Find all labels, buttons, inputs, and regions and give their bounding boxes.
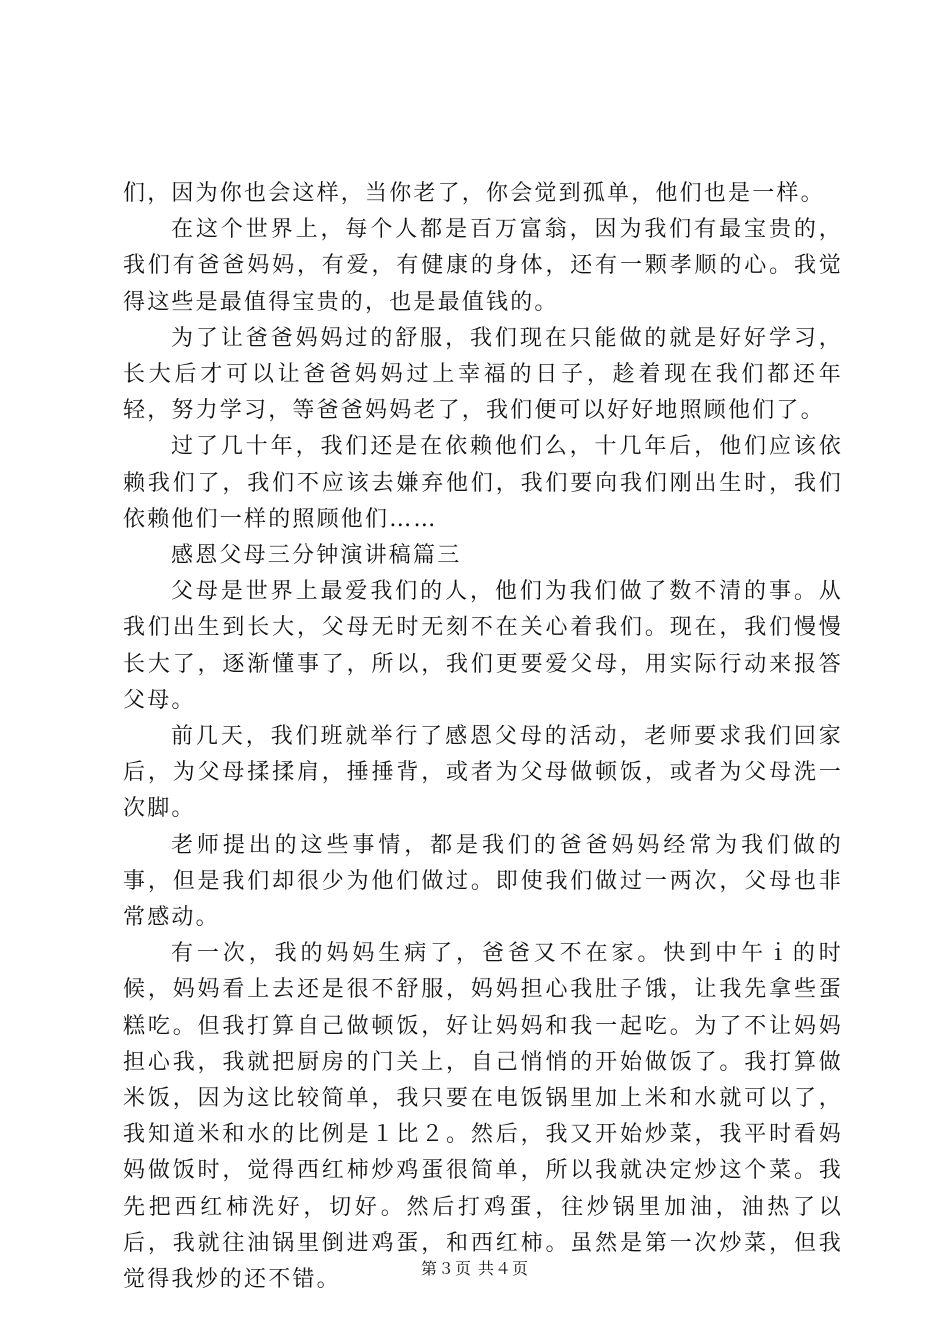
paragraph: 过了几十年，我们还是在依赖他们么，十几年后，他们应该依赖我们了，我们不应该去嫌弃他们，我们要向我们刚出生时，我们依赖他们一样的照顾他们…… (123, 434, 843, 532)
paragraph: 在这个世界上，每个人都是百万富翁，因为我们有最宝贵的，我们有爸爸妈妈，有爱，有健康的身体，还有一颗孝顺的心。我觉得这些是最值得宝贵的，也是最值钱的。 (123, 217, 843, 315)
document-body (123, 176, 843, 1298)
paragraph-continuation: 们，因为你也会这样，当你老了，你会觉到孤单，他们也是一样。 (123, 181, 825, 206)
paragraph: 前几天，我们班就举行了感恩父母的活动，老师要求我们回家后，为父母揉揉肩，捶捶背，或者为父母做顿饭，或者为父母洗一次脚。 (123, 724, 843, 822)
paragraph: 为了让爸爸妈妈过的舒服，我们现在只能做的就是好好学习，长大后才可以让爸爸妈妈过上幸福的日子，趁着现在我们都还年轻，努力学习，等爸爸妈妈老了，我们便可以好好地照顾他们了。 (123, 325, 843, 424)
section-heading: 感恩父母三分钟演讲稿篇三 (171, 543, 462, 569)
paragraph: 父母是世界上最爱我们的人，他们为我们做了数不清的事。从我们出生到长大，父母无时无刻不在关心着我们。现在，我们慢慢长大了，逐渐懂事了，所以，我们更要爱父母，用实际行动来报答父母。 (123, 579, 843, 713)
paragraph: 老师提出的这些事情，都是我们的爸爸妈妈经常为我们做的事，但是我们却很少为他们做过。即使我们做过一两次，父母也非常感动。 (123, 832, 843, 931)
paragraph: 有一次，我的妈妈生病了，爸爸又不在家。快到中午ｉ的时候，妈妈看上去还是很不舒服，妈妈担心我肚子饿，让我先拿些蛋糕吃。但我打算自己做顿饭，好让妈妈和我一起吃。为了不让妈妈担心我，我就把厨房的门关上，自己悄悄的开始做饭了。我打算做米饭，因为这比较简单，我只要在电饭锅里加上米和水就可以了，我知道米和水的比例是１比２。然后，我又开始炒菜，我平时看妈妈做饭时，觉得西红柿炒鸡蛋很简单，所以我就决定炒这个菜。我先把西红柿洗好，切好。然后打鸡蛋，往炒锅里加油，油热了以后，我就往油锅里倒进鸡蛋，和西红柿。虽然是第一次炒菜，但我觉得我炒的还不错。 (123, 941, 843, 1293)
page-number-footer: 第３页 共４页 (420, 1259, 530, 1278)
